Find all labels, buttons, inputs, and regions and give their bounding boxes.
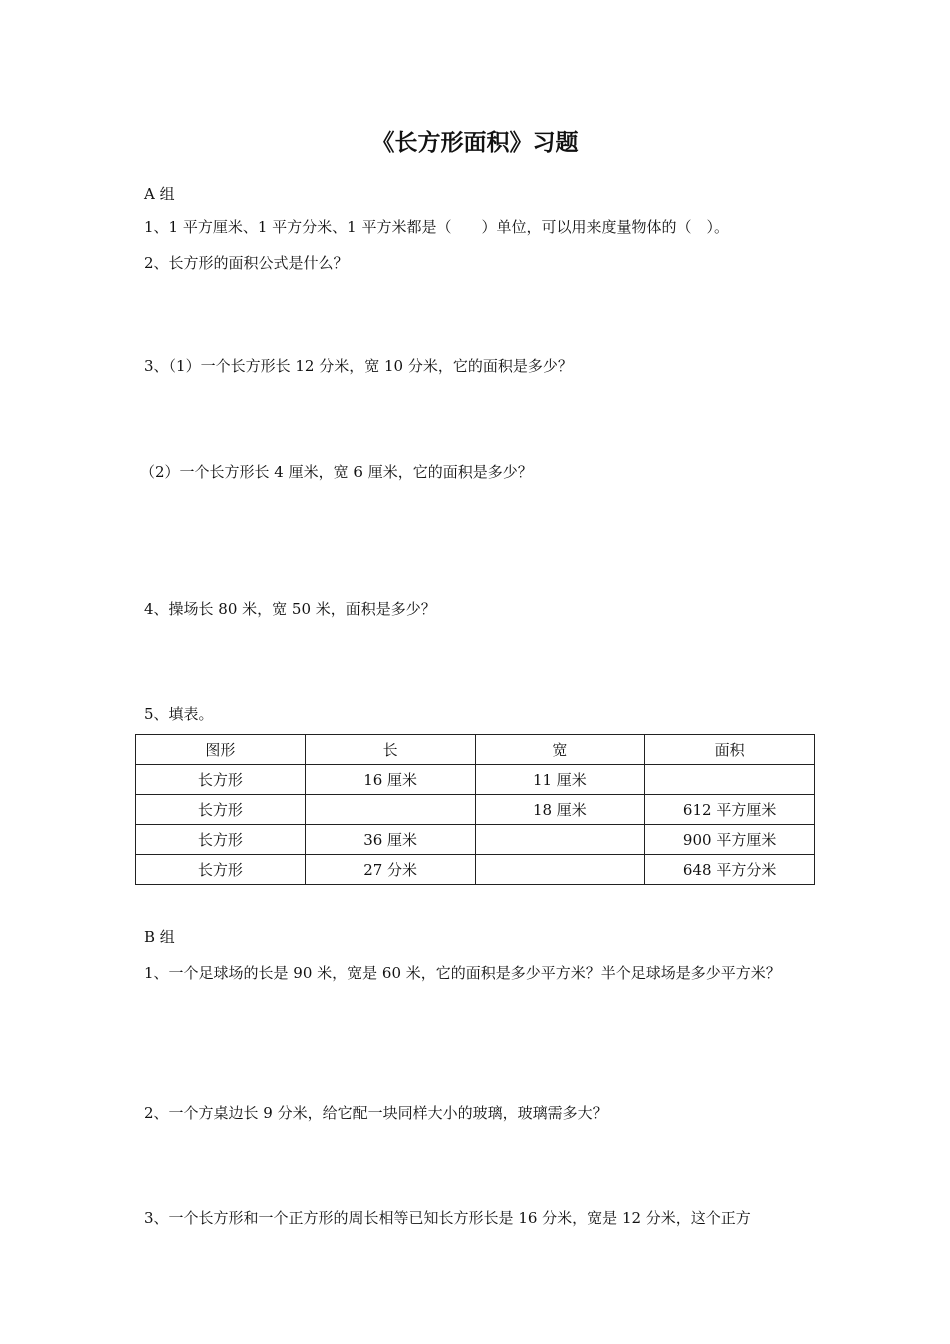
table-cell: 长方形 — [136, 795, 306, 825]
table-cell — [645, 765, 815, 795]
table-cell: 长方形 — [136, 825, 306, 855]
question-a3-part1: 3、（1）一个长方形长 12 分米，宽 10 分米，它的面积是多少？ — [144, 357, 573, 375]
table-cell: 长方形 — [136, 855, 306, 885]
question-b2: 2、一个方桌边长 9 分米，给它配一块同样大小的玻璃，玻璃需多大？ — [144, 1104, 608, 1122]
table-row — [136, 855, 815, 885]
table-cell: 16 厘米 — [305, 765, 475, 795]
question-a2: 2、长方形的面积公式是什么？ — [144, 254, 349, 272]
question-a1: 1、1 平方厘米、1 平方分米、1 平方米都是（ ）单位，可以用来度量物体的（ ）。 — [144, 218, 729, 236]
table-cell: 612 平方厘米 — [645, 795, 815, 825]
table-cell: 11 厘米 — [475, 765, 645, 795]
table-cell: 648 平方分米 — [645, 855, 815, 885]
table-header-row — [136, 735, 815, 765]
question-a5: 5、填表。 — [144, 705, 214, 723]
table-cell: 18 厘米 — [475, 795, 645, 825]
table-row — [136, 825, 815, 855]
table-cell: 900 平方厘米 — [645, 825, 815, 855]
fill-in-table — [135, 734, 815, 885]
table-cell: 36 厘米 — [305, 825, 475, 855]
question-b1: 1、一个足球场的长是 90 米，宽是 60 米，它的面积是多少平方米？半个足球场是多少平方米？ — [144, 964, 781, 982]
group-a-label: A 组 — [144, 185, 175, 203]
table-header-cell: 长 — [305, 735, 475, 765]
table-header-cell: 图形 — [136, 735, 306, 765]
table-cell — [475, 855, 645, 885]
table-cell — [475, 825, 645, 855]
table-cell — [305, 795, 475, 825]
question-a3-part2: （2）一个长方形长 4 厘米，宽 6 厘米，它的面积是多少？ — [140, 463, 533, 481]
group-b-label: B 组 — [144, 928, 175, 946]
table-cell: 27 分米 — [305, 855, 475, 885]
page-title: 《长方形面积》习题 — [371, 130, 579, 156]
table-header-cell: 面积 — [645, 735, 815, 765]
table-header-cell: 宽 — [475, 735, 645, 765]
table-cell: 长方形 — [136, 765, 306, 795]
table-row — [136, 795, 815, 825]
question-b3: 3、一个长方形和一个正方形的周长相等已知长方形长是 16 分米，宽是 12 分米，这个正方 — [144, 1209, 751, 1227]
question-a4: 4、操场长 80 米，宽 50 米，面积是多少？ — [144, 600, 436, 618]
table-row — [136, 765, 815, 795]
